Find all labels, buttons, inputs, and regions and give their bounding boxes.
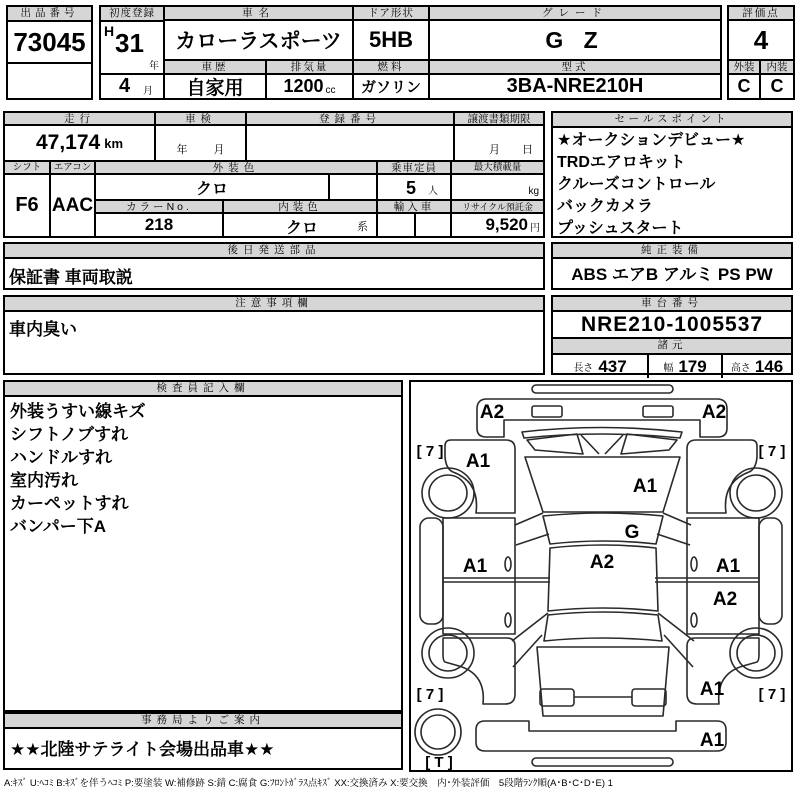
office-notice-box — [3, 712, 403, 770]
first-registration-box — [99, 5, 165, 100]
recycle-deposit-label: リサイクル預託金 — [452, 201, 543, 214]
first-registration-label: 初度登録 — [101, 7, 163, 22]
length-cell — [553, 355, 649, 378]
spec-table — [3, 111, 545, 238]
interior-color-label: 内装色 — [224, 201, 378, 214]
inspector-notes-list — [5, 397, 401, 541]
mileage-label: 走行 — [5, 113, 156, 126]
inspector-note-item: カーペットすれ — [10, 494, 129, 513]
car-name-label: 車名 — [165, 7, 354, 21]
fuel-label: 燃料 — [354, 61, 430, 75]
mark-front-bumper-right: A2 — [701, 402, 727, 423]
sales-point-item: TRDエアロキット — [557, 154, 686, 171]
taillight-left — [540, 689, 574, 706]
footer-legend: A:ｷｽﾞ U:ﾍｺﾐ B:ｷｽﾞを伴うﾍｺﾐ P:要塗装 W:補修跡 S:錆 C:腐食 G:ﾌﾛﾝﾄｶﾞﾗｽ点ｷｽﾞ XX:交換済み X:要交換 内･外装評価 5段階ﾗﾝｸ順(A･B･C･D･E) 1 — [4, 778, 613, 789]
auction-number-box — [6, 5, 93, 100]
beltline-connectors — [515, 578, 687, 582]
front-right-wheel-inner — [737, 475, 775, 511]
inspection-label: 車検 — [156, 113, 247, 126]
history-label: 車歴 — [165, 61, 267, 75]
exterior-color-sub-cell — [330, 175, 378, 201]
c-pillar-lines — [512, 613, 694, 667]
inspector-note-item: 外装うすい線キズ — [10, 402, 146, 421]
later-parts-value: 保証書 車両取説 — [9, 268, 133, 287]
exterior-grade-label: 外装 — [729, 61, 761, 75]
import-car-label: 輸入車 — [378, 201, 452, 214]
height-cell — [723, 355, 791, 378]
width-cell — [649, 355, 723, 378]
interior-color-value: クロ — [286, 220, 319, 236]
mileage-value: 47,174 — [35, 131, 101, 154]
interior-color-cell — [224, 214, 378, 236]
max-load-label: 最大積載量 — [452, 162, 543, 175]
inspector-note-item: シフトノブすれ — [10, 425, 128, 444]
import-car-divider — [414, 214, 416, 236]
model-code-label: 型式 — [430, 61, 720, 75]
reg-year: 31 — [115, 28, 144, 58]
vehicle-info-table — [163, 5, 722, 100]
transfer-deadline-label: 譲渡書類期限 — [455, 113, 543, 126]
displacement-unit: cc — [325, 85, 336, 96]
score-value: 4 — [729, 21, 793, 61]
mark-roof: A2 — [589, 552, 615, 573]
capacity-label: 乗車定員 — [378, 162, 452, 175]
capacity-unit: 人 — [428, 186, 438, 197]
interior-grade-value: C — [770, 76, 784, 96]
score-label: 評価点 — [729, 7, 793, 21]
transfer-month-placeholder: 月 — [489, 144, 500, 156]
score-box — [727, 5, 795, 100]
exterior-color-label: 外装色 — [96, 162, 378, 175]
shift-value: F6 — [5, 175, 51, 236]
grade-label: グレード — [430, 7, 720, 21]
mark-windshield: G — [624, 522, 640, 543]
exterior-grade-value: C — [729, 75, 761, 98]
aircon-value: AAC — [51, 175, 96, 236]
damage-marks — [463, 402, 741, 751]
rear-window-shape — [544, 612, 662, 641]
length-label: 長さ — [573, 363, 594, 374]
left-sill-shape — [420, 518, 443, 624]
month-unit: 月 — [143, 86, 153, 97]
mileage-unit: km — [104, 135, 124, 151]
windshield-shape — [543, 513, 663, 544]
aircon-label: エアコン — [51, 162, 96, 175]
registration-number-label: 登録番号 — [247, 113, 455, 126]
car-name-value: カローラスポーツ — [165, 21, 354, 61]
mark-right-rear-door: A2 — [712, 589, 738, 610]
width-label: 幅 — [663, 363, 674, 374]
later-parts-label: 後日発送部品 — [5, 244, 543, 259]
mileage-cell — [5, 126, 156, 162]
max-load-unit: kg — [528, 186, 539, 197]
capacity-cell — [378, 175, 452, 201]
transfer-deadline-cell — [455, 126, 543, 162]
interior-grade-label: 内装 — [761, 61, 793, 75]
mark-right-front-door: A1 — [715, 556, 741, 577]
import-car-cell — [378, 214, 452, 236]
inspection-year-placeholder: 年 — [176, 144, 188, 156]
inspection-cell — [156, 126, 247, 162]
mark-left-front-door: A1 — [462, 556, 488, 577]
dimensions-label: 諸元 — [553, 339, 791, 355]
model-code-value: 3BA-NRE210H — [506, 75, 644, 97]
damage-diagram-box — [409, 380, 793, 772]
door-divider-lines — [443, 578, 759, 582]
mark-rear-bumper-right: A1 — [699, 730, 725, 751]
inspector-note-item: バンパー下A — [10, 517, 107, 536]
inspector-notes-box — [3, 380, 403, 712]
width-value: 179 — [678, 356, 707, 376]
office-notice-value: ★★北陸サテライト会場出品車★★ — [10, 740, 275, 759]
notes-value: 車内臭い — [9, 320, 77, 339]
displacement-label: 排気量 — [267, 61, 354, 75]
color-no-value: 218 — [96, 214, 224, 236]
chassis-box — [551, 295, 793, 375]
displacement-cell — [267, 75, 354, 98]
notes-box — [3, 295, 545, 375]
rear-lower-strip — [532, 758, 673, 766]
notes-label: 注意事項欄 — [5, 297, 543, 312]
rear-left-wheel-inner — [429, 635, 467, 671]
recycle-deposit-unit: 円 — [530, 223, 540, 234]
inspection-month-placeholder: 月 — [213, 144, 225, 156]
inspector-notes-label: 検査員記入欄 — [5, 382, 401, 397]
height-label: 高さ — [730, 363, 751, 374]
equipment-box — [551, 242, 793, 290]
grade-value: G Z — [430, 21, 720, 61]
dimensions-row — [553, 355, 791, 378]
chassis-value: NRE210-1005537 — [553, 312, 791, 339]
door-shape-label: ドア形状 — [354, 7, 430, 21]
door-handle-rear-right — [691, 613, 697, 627]
exterior-color-value: クロ — [96, 175, 330, 201]
first-registration-year-cell — [101, 22, 163, 75]
spare-tire — [415, 709, 461, 755]
transfer-day-placeholder: 日 — [522, 144, 533, 156]
max-load-cell — [452, 175, 543, 201]
sales-point-item: ★オークションデビュー★ — [557, 132, 746, 149]
fog-lamp-right — [643, 406, 673, 417]
rear-bumper-shape — [476, 721, 726, 751]
door-handle-rear-left — [505, 613, 511, 627]
equipment-value: ABS エアB アルミ PS PW — [571, 264, 773, 284]
door-handle-front-left — [505, 557, 511, 571]
interior-color-suffix: 系 — [357, 221, 368, 233]
recycle-deposit-cell — [452, 214, 543, 236]
tire-depth-rear-right: [ 7 ] — [758, 686, 786, 703]
first-registration-month-cell — [101, 75, 163, 99]
tire-depth-rear-left: [ 7 ] — [416, 686, 444, 703]
mark-front-bumper-left: A2 — [479, 402, 505, 423]
height-value: 146 — [754, 356, 784, 376]
reg-month: 4 — [119, 75, 131, 97]
history-value: 自家用 — [165, 75, 267, 98]
front-bumper-shape — [477, 399, 727, 437]
fuel-value: ガソリン — [354, 75, 430, 98]
era-code: H — [104, 23, 115, 39]
year-unit: 年 — [149, 61, 159, 72]
mark-right-rear-quarter: A1 — [699, 679, 725, 700]
office-notice-label: 事務局よりご案内 — [5, 714, 401, 729]
car-diagram — [411, 382, 791, 770]
mark-left-front-fender: A1 — [465, 451, 491, 472]
spare-tire-inner — [421, 715, 455, 749]
displacement-value: 1200 — [283, 76, 324, 96]
sales-points-list — [553, 128, 791, 242]
auction-number-value: 73045 — [8, 22, 91, 64]
door-handle-front-right — [691, 557, 697, 571]
sales-point-item: バックカメラ — [557, 198, 654, 215]
tire-depth-front-right: [ 7 ] — [758, 443, 786, 460]
later-parts-box — [3, 242, 545, 290]
sales-points-box — [551, 111, 793, 238]
door-shape-value: 5HB — [354, 21, 430, 61]
color-no-label: カラーNo. — [96, 201, 224, 214]
sales-point-item: プッシュスタート — [557, 220, 684, 237]
chassis-label: 車台番号 — [553, 297, 791, 312]
fog-lamp-left — [532, 406, 562, 417]
shift-label: シフト — [5, 162, 51, 175]
front-edge-arc — [522, 428, 682, 439]
front-grille-strip — [532, 385, 673, 393]
grille-lines — [581, 435, 623, 454]
auction-number-label: 出品番号 — [8, 7, 91, 22]
mark-hood: A1 — [632, 476, 658, 497]
right-sill-shape — [759, 518, 782, 624]
inspector-note-item: ハンドルすれ — [10, 448, 112, 467]
rear-right-wheel-inner — [737, 635, 775, 671]
inspector-note-item: 室内汚れ — [10, 471, 78, 490]
equipment-label: 純正装備 — [553, 244, 791, 259]
sales-point-item: クルーズコントロール — [557, 176, 716, 193]
capacity-value: 5 — [406, 178, 417, 198]
tire-depth-front-left: [ 7 ] — [416, 443, 444, 460]
taillight-right — [632, 689, 666, 706]
registration-number-cell — [247, 126, 455, 162]
tire-spare-label: [ T ] — [425, 754, 453, 770]
recycle-deposit-value: 9,520 — [485, 215, 528, 234]
length-value: 437 — [598, 356, 627, 376]
front-left-wheel-inner — [429, 475, 467, 511]
sales-points-label: セールスポイント — [553, 113, 791, 128]
